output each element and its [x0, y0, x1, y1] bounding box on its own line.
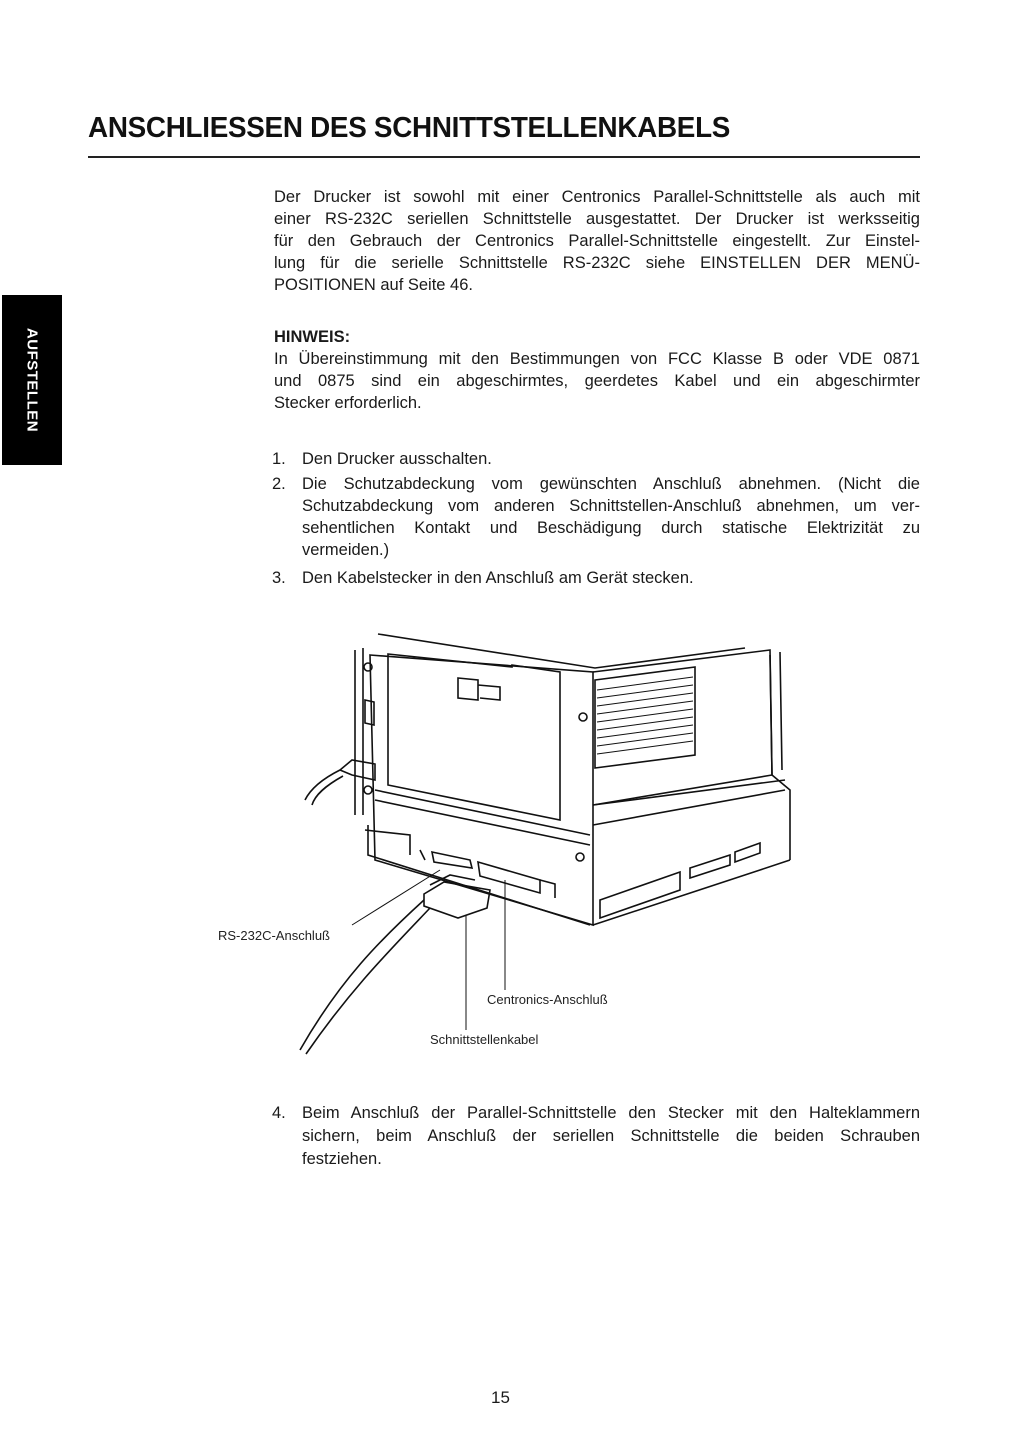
text-line: Stecker erforderlich. — [274, 394, 422, 412]
step-text: sehentlichen Kontakt und Beschädigung durch statische Elektrizität zu — [302, 519, 920, 537]
step-number: 1. — [272, 450, 286, 468]
rs232-port-label: RS-232C-Anschluß — [218, 928, 330, 943]
step-text: Beim Anschluß der Parallel-Schnittstelle den Stecker mit den Halteklammern — [302, 1104, 920, 1122]
step-text: Die Schutzabdeckung vom gewünschten Anschluß abnehmen. (Nicht die — [302, 475, 920, 493]
section-tab-label: AUFSTELLEN — [23, 327, 41, 433]
text-line: für den Gebrauch der Centronics Parallel-Schnittstelle eingestellt. Zur Einstel- — [274, 232, 920, 250]
step-number: 2. — [272, 475, 286, 493]
note-heading: HINWEIS: — [274, 328, 351, 346]
step-text: festziehen. — [302, 1150, 382, 1168]
step-text: Den Kabelstecker in den Anschluß am Gerät stecken. — [302, 569, 694, 587]
page-title: ANSCHLIESSEN DES SCHNITTSTELLENKABELS — [88, 112, 731, 144]
text-line: lung für die serielle Schnittstelle RS-232C siehe EINSTELLEN DER MENÜ- — [274, 254, 920, 272]
text-line: In Übereinstimmung mit den Bestimmungen von FCC Klasse B oder VDE 0871 — [274, 350, 920, 368]
step-text: Den Drucker ausschalten. — [302, 450, 492, 468]
interface-cable-label: Schnittstellenkabel — [430, 1032, 539, 1047]
step-text: sichern, beim Anschluß der seriellen Schnittstelle die beiden Schrauben — [302, 1127, 920, 1145]
centronics-port-label: Centronics-Anschluß — [487, 992, 608, 1007]
step-number: 3. — [272, 569, 286, 587]
step-text: Schutzabdeckung vom anderen Schnittstellen-Anschluß abnehmen, um ver- — [302, 497, 920, 515]
text-line: Der Drucker ist sowohl mit einer Centronics Parallel-Schnittstelle als auch mit — [274, 188, 920, 206]
step-text: vermeiden.) — [302, 541, 390, 559]
page-number: 15 — [491, 1388, 510, 1407]
text-line: POSITIONEN auf Seite 46. — [274, 276, 473, 294]
text-line: einer RS-232C seriellen Schnittstelle ausgestattet. Der Drucker ist werksseitig — [274, 210, 920, 228]
text-line: und 0875 sind ein abgeschirmtes, geerdetes Kabel und ein abgeschirmter — [274, 372, 920, 390]
step-number: 4. — [272, 1104, 286, 1122]
